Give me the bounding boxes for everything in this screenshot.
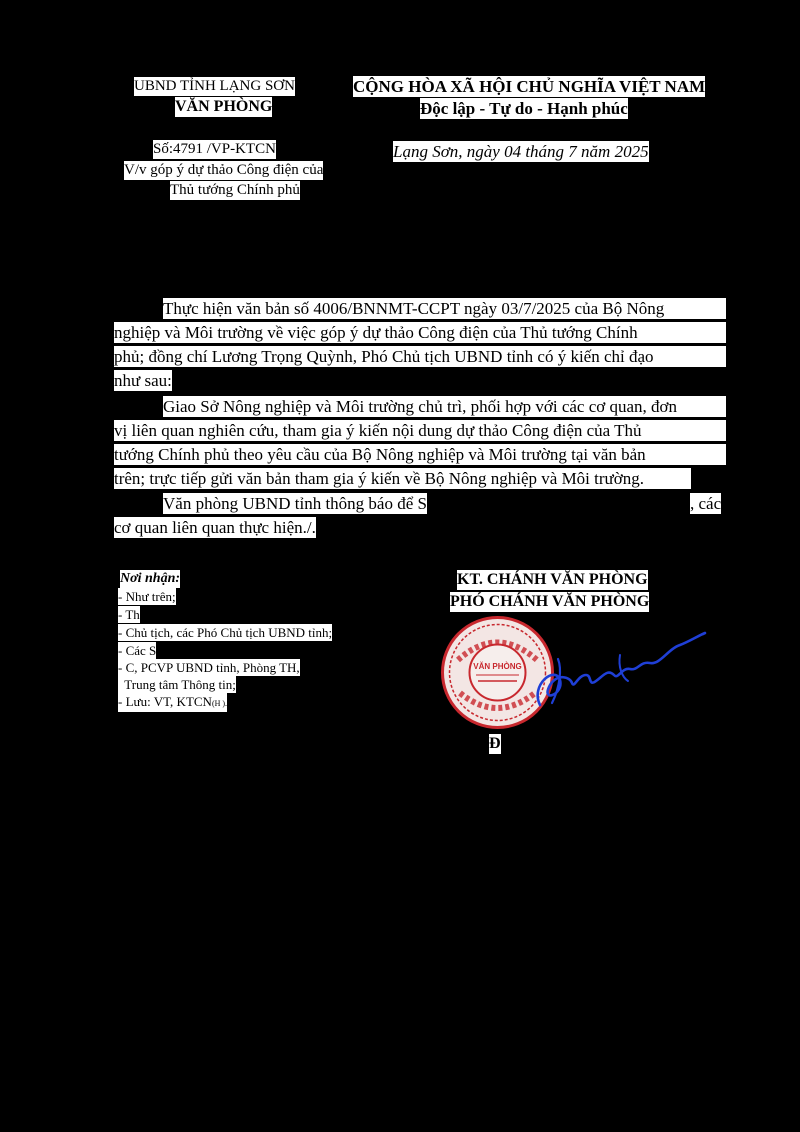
body-p3-line1-end: , các <box>690 494 722 513</box>
signature-title1: KT. CHÁNH VĂN PHÒNG <box>457 571 648 588</box>
signer-name-fragment: Đ <box>489 735 501 752</box>
seal-text: VĂN PHÒNG <box>473 662 522 671</box>
org-subname: VĂN PHÒNG <box>175 98 273 115</box>
doc-number: Số:4791 /VP-KTCN <box>153 141 276 157</box>
nation-motto: Độc lập - Tự do - Hạnh phúc <box>420 99 628 118</box>
body-p2-line2: vị liên quan nghiên cứu, tham gia ý kiến nội dung dự thảo Công điện của Thủ <box>114 420 726 441</box>
recipient-item: - Th <box>118 607 140 622</box>
doc-subject-line2: Thủ tướng Chính phủ <box>170 182 300 198</box>
place-date: Lạng Sơn, ngày 04 tháng 7 năm 2025 <box>393 142 649 161</box>
recipient-storage-label: - Lưu: VT, KTCN <box>118 694 212 709</box>
handwritten-signature <box>500 625 710 715</box>
recipient-item: - Chủ tịch, các Phó Chủ tịch UBND tỉnh; <box>118 625 333 640</box>
signature-title2: PHÓ CHÁNH VĂN PHÒNG <box>450 593 650 610</box>
nation-title: CỘNG HÒA XÃ HỘI CHỦ NGHĨA VIỆT NAM <box>353 77 706 96</box>
body-p2-line4: trên; trực tiếp gửi văn bản tham gia ý kiến về Bộ Nông nghiệp và Môi trường. <box>114 468 691 489</box>
body-p1-line3: phủ; đồng chí Lương Trọng Quỳnh, Phó Chủ tịch UBND tỉnh có ý kiến chỉ đạo <box>114 346 726 367</box>
org-name: UBND TỈNH LẠNG SƠN <box>134 78 295 94</box>
recipients-title: Nơi nhận: <box>120 571 181 586</box>
recipient-item: - Như trên; <box>118 589 176 604</box>
recipient-item: Trung tâm Thông tin; <box>118 677 236 692</box>
doc-subject-line1: V/v góp ý dự thảo Công điện của <box>124 162 324 178</box>
recipient-item: - C, PCVP UBND tỉnh, Phòng TH, <box>118 660 300 675</box>
body-p2-line3: tướng Chính phủ theo yêu cầu của Bộ Nông nghiệp và Môi trường tại văn bản <box>114 444 726 465</box>
recipient-item: - Các S <box>118 643 157 658</box>
body-p3-line2: cơ quan liên quan thực hiện./. <box>114 518 316 537</box>
body-p3-line1-start: Văn phòng UBND tỉnh thông báo để S <box>163 494 427 513</box>
body-p1-line4: như sau: <box>114 371 172 390</box>
recipient-storage <box>118 693 227 712</box>
recipient-storage-suffix: (H ). <box>211 699 228 708</box>
body-p1-line1: Thực hiện văn bản số 4006/BNNMT-CCPT ngày 03/7/2025 của Bộ Nông <box>163 298 726 319</box>
body-p2-line1: Giao Sở Nông nghiệp và Môi trường chủ trì, phối hợp với các cơ quan, đơn <box>163 396 726 417</box>
body-p1-line2: nghiệp và Môi trường về việc góp ý dự thảo Công điện của Thủ tướng Chính <box>114 322 726 343</box>
